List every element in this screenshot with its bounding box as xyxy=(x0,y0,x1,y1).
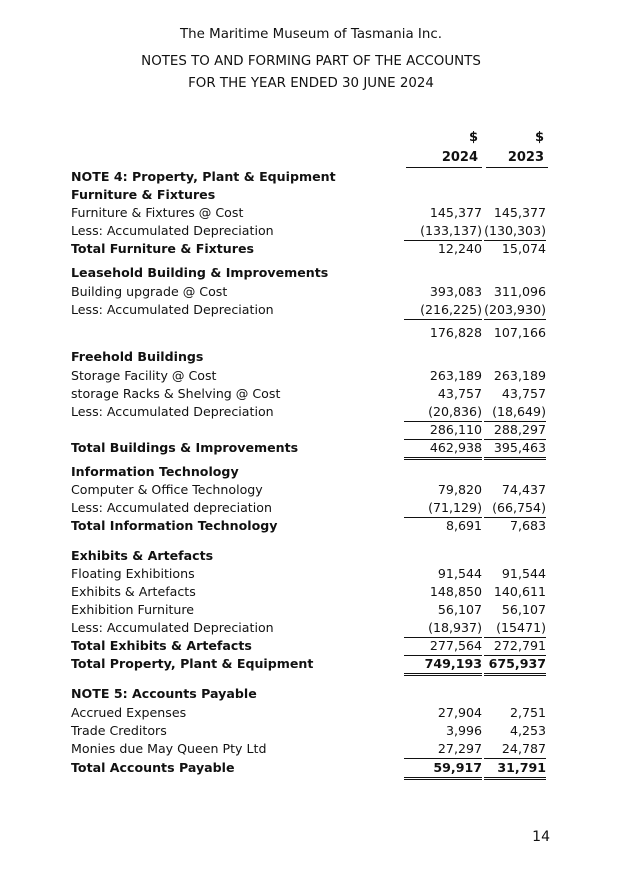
value-2023: 263,189 xyxy=(493,368,546,383)
value-2023: 288,297 xyxy=(484,421,546,440)
value-2023: 107,166 xyxy=(493,325,546,340)
value-2023: 140,611 xyxy=(493,584,546,599)
row-label: Exhibits & Artefacts xyxy=(71,584,196,599)
row-label: Storage Facility @ Cost xyxy=(71,368,217,383)
row-label: Less: Accumulated Depreciation xyxy=(71,302,274,317)
period-title: FOR THE YEAR ENDED 30 JUNE 2024 xyxy=(188,76,434,91)
table-row xyxy=(0,481,622,499)
table-row xyxy=(0,740,622,758)
row-label: NOTE 4: Property, Plant & Equipment xyxy=(71,169,336,184)
row-label: Freehold Buildings xyxy=(71,349,204,364)
section-heading xyxy=(0,463,622,481)
value-2023: 145,377 xyxy=(493,205,546,220)
value-2024: 43,757 xyxy=(437,386,482,401)
value-2023: 4,253 xyxy=(509,723,546,738)
value-2024: 12,240 xyxy=(437,241,482,256)
value-2024: 56,107 xyxy=(437,602,482,617)
value-2023: (18,649) xyxy=(484,403,546,422)
value-2023: 7,683 xyxy=(509,518,546,533)
table-row xyxy=(0,499,622,517)
value-2023: 272,791 xyxy=(484,637,546,656)
row-label: Less: Accumulated Depreciation xyxy=(71,404,274,419)
row-label: Leasehold Building & Improvements xyxy=(71,265,329,280)
table-row xyxy=(0,722,622,740)
organisation-name: The Maritime Museum of Tasmania Inc. xyxy=(180,27,442,42)
value-2023: 43,757 xyxy=(501,386,546,401)
row-label: NOTE 5: Accounts Payable xyxy=(71,686,257,701)
row-label: Total Accounts Payable xyxy=(71,760,235,775)
subtotal-row xyxy=(0,324,622,342)
value-2024: 749,193 xyxy=(404,655,482,676)
value-2023: 56,107 xyxy=(501,602,546,617)
row-label: Floating Exhibitions xyxy=(71,566,195,581)
row-label: Less: Accumulated Depreciation xyxy=(71,620,274,635)
table-row xyxy=(0,704,622,722)
page-number: 14 xyxy=(532,829,550,845)
value-2024: 79,820 xyxy=(437,482,482,497)
value-2024: 145,377 xyxy=(429,205,482,220)
table-row xyxy=(0,565,622,583)
value-2023: 675,937 xyxy=(484,655,546,676)
value-2024: (216,225) xyxy=(404,301,482,320)
total-row xyxy=(0,759,622,777)
value-2024: (18,937) xyxy=(404,619,482,638)
section-heading xyxy=(0,264,622,282)
value-2024: 59,917 xyxy=(404,759,482,780)
table-row xyxy=(0,367,622,385)
note-5-heading xyxy=(0,685,622,703)
row-label: Building upgrade @ Cost xyxy=(71,284,228,299)
table-row xyxy=(0,301,622,319)
row-label: Total Exhibits & Artefacts xyxy=(71,638,252,653)
table-row xyxy=(0,222,622,240)
value-2024: 27,904 xyxy=(437,705,482,720)
row-label: Computer & Office Technology xyxy=(71,482,263,497)
value-2024: (71,129) xyxy=(404,499,482,518)
value-2024: 176,828 xyxy=(429,325,482,340)
table-row xyxy=(0,204,622,222)
value-2024: 286,110 xyxy=(404,421,482,440)
table-row xyxy=(0,583,622,601)
section-heading xyxy=(0,547,622,565)
value-2023: (130,303) xyxy=(484,222,546,241)
value-2024: (133,137) xyxy=(404,222,482,241)
value-2024: 263,189 xyxy=(429,368,482,383)
value-2024: 277,564 xyxy=(404,637,482,656)
value-2023: 395,463 xyxy=(484,439,546,460)
table-row xyxy=(0,619,622,637)
total-row xyxy=(0,240,622,258)
value-2024: 8,691 xyxy=(445,518,482,533)
row-label: Exhibition Furniture xyxy=(71,602,195,617)
total-row xyxy=(0,637,622,655)
table-row xyxy=(0,385,622,403)
value-2023: 31,791 xyxy=(484,759,546,780)
row-label: Total Property, Plant & Equipment xyxy=(71,656,314,671)
row-label: Accrued Expenses xyxy=(71,705,187,720)
year-2023-header: 2023 xyxy=(507,150,544,165)
value-2024: 91,544 xyxy=(437,566,482,581)
row-label: Trade Creditors xyxy=(71,723,167,738)
note-4-heading xyxy=(0,168,622,186)
notes-title: NOTES TO AND FORMING PART OF THE ACCOUNTS xyxy=(141,54,481,69)
section-heading xyxy=(0,348,622,366)
value-2024: 393,083 xyxy=(429,284,482,299)
row-label: Total Furniture & Fixtures xyxy=(71,241,254,256)
year-2024-header: 2024 xyxy=(441,150,478,165)
table-row xyxy=(0,283,622,301)
value-2023: 311,096 xyxy=(493,284,546,299)
value-2023: 15,074 xyxy=(501,241,546,256)
value-2023: 2,751 xyxy=(509,705,546,720)
currency-2024: $ xyxy=(468,130,478,145)
row-label: Monies due May Queen Pty Ltd xyxy=(71,741,267,756)
row-label: Less: Accumulated Depreciation xyxy=(71,223,274,238)
row-label: Total Buildings & Improvements xyxy=(71,440,299,455)
table-row xyxy=(0,403,622,421)
table-row xyxy=(0,601,622,619)
total-row xyxy=(0,439,622,457)
value-2024: 27,297 xyxy=(404,740,482,759)
row-label: Exhibits & Artefacts xyxy=(71,548,214,563)
value-2023: 74,437 xyxy=(501,482,546,497)
value-2024: 148,850 xyxy=(429,584,482,599)
row-label: storage Racks & Shelving @ Cost xyxy=(71,386,281,401)
row-label: Furniture & Fixtures xyxy=(71,187,216,202)
row-label: Less: Accumulated depreciation xyxy=(71,500,272,515)
total-row xyxy=(0,517,622,535)
value-2024: (20,836) xyxy=(404,403,482,422)
value-2023: (15471) xyxy=(484,619,546,638)
value-2024: 3,996 xyxy=(445,723,482,738)
currency-2023: $ xyxy=(534,130,544,145)
value-2024: 462,938 xyxy=(404,439,482,460)
value-2023: (66,754) xyxy=(484,499,546,518)
row-label: Total Information Technology xyxy=(71,518,278,533)
grand-total-row xyxy=(0,655,622,673)
value-2023: 91,544 xyxy=(501,566,546,581)
row-label: Furniture & Fixtures @ Cost xyxy=(71,205,244,220)
row-label: Information Technology xyxy=(71,464,239,479)
value-2023: 24,787 xyxy=(484,740,546,759)
section-heading xyxy=(0,186,622,204)
value-2023: (203,930) xyxy=(484,301,546,320)
subtotal-row xyxy=(0,421,622,439)
